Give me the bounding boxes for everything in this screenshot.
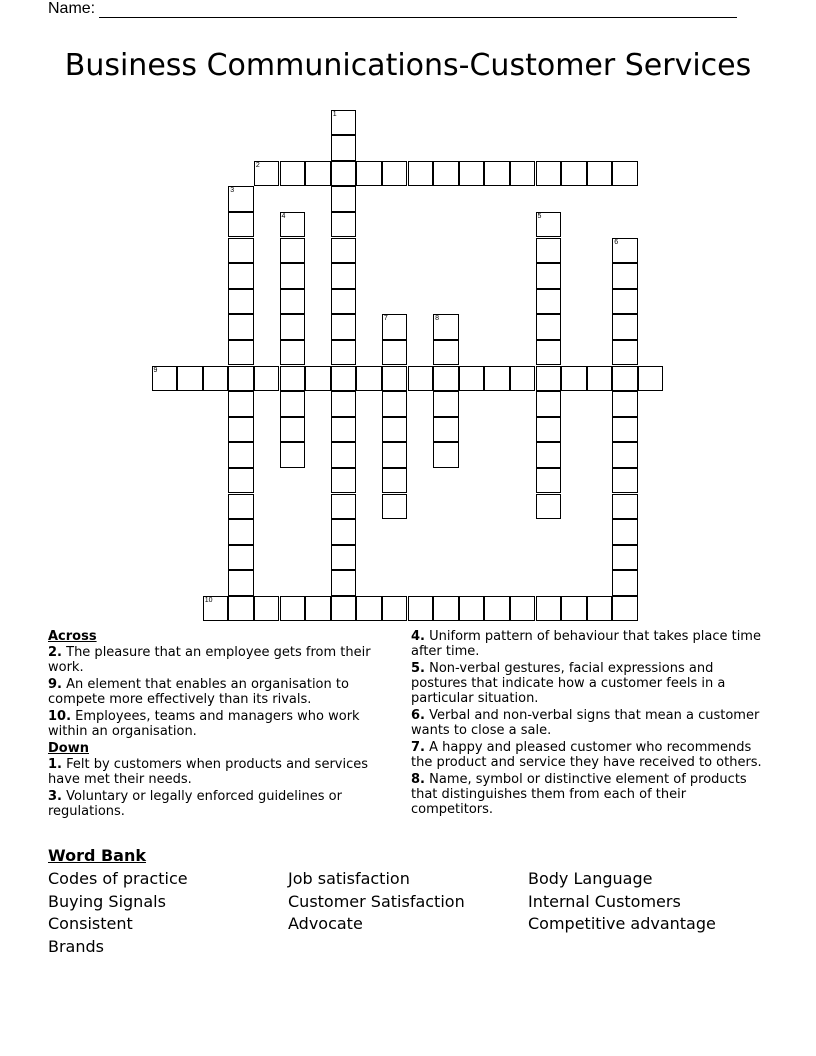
crossword-cell[interactable] [382, 391, 408, 417]
crossword-cell[interactable] [536, 494, 562, 520]
crossword-cell[interactable] [331, 570, 357, 596]
crossword-cell[interactable] [587, 161, 613, 187]
word-bank-item: Codes of practice [48, 869, 188, 888]
crossword-cell[interactable] [331, 161, 357, 187]
crossword-cell[interactable] [280, 289, 306, 315]
crossword-cell[interactable] [459, 366, 485, 392]
crossword-cell[interactable] [382, 494, 408, 520]
name-label: Name: [48, 0, 96, 17]
crossword-cell[interactable] [228, 570, 254, 596]
clue-down-3: 3. Voluntary or legally enforced guidelines or regulations. [48, 789, 342, 819]
clue-down-7: 7. A happy and pleased customer who recommends the product and service they have received to others. [411, 740, 762, 770]
crossword-cell[interactable] [536, 263, 562, 289]
crossword-cell[interactable] [536, 314, 562, 340]
crossword-cell[interactable] [612, 519, 638, 545]
cell-number: 2 [255, 161, 260, 169]
cell-number: 3 [230, 187, 235, 195]
crossword-cell[interactable] [331, 212, 357, 238]
crossword-cell[interactable] [536, 442, 562, 468]
word-bank-item: Consistent [48, 914, 133, 933]
word-bank-list [48, 868, 768, 958]
crossword-cell[interactable] [536, 212, 562, 238]
crossword-cell[interactable] [536, 161, 562, 187]
crossword-cell[interactable] [536, 596, 562, 622]
crossword-cell[interactable] [408, 366, 434, 392]
crossword-cell[interactable] [561, 161, 587, 187]
crossword-cell[interactable] [612, 468, 638, 494]
cell-number: 4 [281, 212, 286, 220]
crossword-cell[interactable] [510, 596, 536, 622]
crossword-cell[interactable] [228, 289, 254, 315]
crossword-cell[interactable] [280, 263, 306, 289]
across-heading: Across [48, 629, 97, 644]
crossword-cell[interactable] [536, 366, 562, 392]
crossword-cell[interactable] [331, 289, 357, 315]
word-bank-item: Job satisfaction [288, 869, 410, 888]
crossword-cell[interactable] [561, 366, 587, 392]
word-bank-title: Word Bank [48, 846, 147, 865]
crossword-cell[interactable] [331, 366, 357, 392]
crossword-cell[interactable] [612, 570, 638, 596]
crossword-cell[interactable] [433, 340, 459, 366]
crossword-cell[interactable] [536, 238, 562, 264]
name-field[interactable] [48, 0, 737, 20]
cell-number: 5 [537, 212, 542, 220]
crossword-cell[interactable] [331, 545, 357, 571]
crossword-cell[interactable] [331, 186, 357, 212]
crossword-cell[interactable] [382, 161, 408, 187]
cell-number: 8 [435, 315, 439, 323]
crossword-cell[interactable] [612, 314, 638, 340]
word-bank-item: Internal Customers [528, 891, 681, 911]
crossword-cell[interactable] [536, 391, 562, 417]
clues-column-right [411, 629, 771, 819]
clues-column-left [48, 629, 388, 821]
crossword-cell[interactable] [203, 596, 229, 622]
crossword-cell[interactable] [280, 314, 306, 340]
crossword-cell[interactable] [612, 545, 638, 571]
crossword-cell[interactable] [331, 263, 357, 289]
crossword-cell[interactable] [612, 263, 638, 289]
crossword-cell[interactable] [382, 596, 408, 622]
cell-number: 1 [332, 110, 337, 118]
crossword-cell[interactable] [612, 596, 638, 622]
crossword-cell[interactable] [228, 442, 254, 468]
crossword-cell[interactable] [612, 289, 638, 315]
crossword-cell[interactable] [433, 596, 459, 622]
crossword-cell[interactable] [433, 314, 459, 340]
crossword-cell[interactable] [331, 135, 357, 161]
crossword-cell[interactable] [331, 238, 357, 264]
word-bank-item: Brands [48, 936, 104, 956]
word-bank-item: Advocate [288, 914, 363, 933]
crossword-cell[interactable] [280, 417, 306, 443]
crossword-cell[interactable] [459, 596, 485, 622]
crossword-cell[interactable] [228, 545, 254, 571]
crossword-cell[interactable] [228, 263, 254, 289]
crossword-cell[interactable] [228, 596, 254, 622]
crossword-cell[interactable] [331, 519, 357, 545]
crossword-cell[interactable] [612, 161, 638, 187]
crossword-cell[interactable] [331, 494, 357, 520]
down-heading: Down [48, 741, 89, 756]
crossword-cell[interactable] [331, 596, 357, 622]
crossword-cell[interactable] [280, 340, 306, 366]
crossword-cell[interactable] [382, 442, 408, 468]
crossword-cell[interactable] [459, 161, 485, 187]
crossword-cell[interactable] [280, 596, 306, 622]
cell-number: 10 [204, 596, 213, 604]
crossword-cell[interactable] [408, 596, 434, 622]
crossword-cell[interactable] [612, 366, 638, 392]
crossword-cell[interactable] [228, 417, 254, 443]
crossword-cell[interactable] [587, 596, 613, 622]
crossword-cell[interactable] [228, 391, 254, 417]
crossword-cell[interactable] [228, 519, 254, 545]
crossword-cell[interactable] [228, 340, 254, 366]
crossword-cell[interactable] [612, 494, 638, 520]
clue-across-2: 2. The pleasure that an employee gets from their work. [48, 645, 371, 675]
crossword-cell[interactable] [228, 238, 254, 264]
crossword-cell[interactable] [561, 596, 587, 622]
crossword-cell[interactable] [536, 289, 562, 315]
crossword-cell[interactable] [510, 161, 536, 187]
crossword-cell[interactable] [484, 161, 510, 187]
crossword-cell[interactable] [331, 314, 357, 340]
crossword-cell[interactable] [228, 186, 254, 212]
crossword-cell[interactable] [612, 340, 638, 366]
word-bank-item: Buying Signals [48, 891, 166, 911]
crossword-cell[interactable] [280, 212, 306, 238]
cell-number: 9 [153, 366, 158, 374]
crossword-cell[interactable] [305, 161, 331, 187]
crossword-cell[interactable] [254, 161, 280, 187]
crossword-cell[interactable] [382, 314, 408, 340]
crossword-cell[interactable] [331, 468, 357, 494]
clue-down-8: 8. Name, symbol or distinctive element of products that distinguishes them from each of their competitors. [411, 772, 747, 817]
clue-across-9: 9. An element that enables an organisation to compete more effectively than its rivals. [48, 677, 349, 707]
crossword-cell[interactable] [203, 366, 229, 392]
word-bank-item: Body Language [528, 869, 653, 888]
clue-down-5: 5. Non-verbal gestures, facial expressions and postures that indicate how a customer feels in a particular situation. [411, 661, 726, 706]
crossword-cell[interactable] [228, 468, 254, 494]
crossword-cell[interactable] [280, 161, 306, 187]
crossword-cell[interactable] [280, 391, 306, 417]
crossword-cell[interactable] [510, 366, 536, 392]
crossword-cell[interactable] [408, 161, 434, 187]
crossword-cell[interactable] [228, 212, 254, 238]
crossword-cell[interactable] [612, 442, 638, 468]
crossword-cell[interactable] [177, 366, 203, 392]
crossword-cell[interactable] [638, 366, 664, 392]
crossword-cell[interactable] [356, 596, 382, 622]
crossword-cell[interactable] [536, 340, 562, 366]
crossword-cell[interactable] [331, 110, 357, 136]
crossword-cell[interactable] [382, 340, 408, 366]
crossword-cell[interactable] [433, 161, 459, 187]
cell-number: 7 [383, 315, 388, 323]
crossword-cell[interactable] [382, 366, 408, 392]
crossword-cell[interactable] [331, 417, 357, 443]
crossword-cell[interactable] [536, 468, 562, 494]
clue-down-1: 1. Felt by customers when products and services have met their needs. [48, 757, 369, 787]
clue-down-6: 6. Verbal and non-verbal signs that mean a customer wants to close a sale. [411, 708, 760, 738]
crossword-cell[interactable] [356, 161, 382, 187]
crossword-cell[interactable] [433, 442, 459, 468]
crossword-cell[interactable] [484, 596, 510, 622]
crossword-cell[interactable] [331, 391, 357, 417]
crossword-cell[interactable] [254, 596, 280, 622]
clue-down-4: 4. Uniform pattern of behaviour that takes place time after time. [411, 629, 761, 659]
crossword-cell[interactable] [433, 366, 459, 392]
crossword-cell[interactable] [433, 417, 459, 443]
word-bank [48, 846, 768, 958]
crossword-cell[interactable] [382, 417, 408, 443]
crossword-cell[interactable] [280, 366, 306, 392]
word-bank-item: Competitive advantage [528, 914, 716, 933]
crossword-cell[interactable] [612, 417, 638, 443]
crossword-cell[interactable] [331, 340, 357, 366]
crossword-cell[interactable] [382, 468, 408, 494]
crossword-cell[interactable] [331, 442, 357, 468]
crossword-cell[interactable] [536, 417, 562, 443]
crossword-cell[interactable] [612, 391, 638, 417]
crossword-cell[interactable] [152, 366, 178, 392]
crossword-cell[interactable] [305, 366, 331, 392]
crossword-cell[interactable] [280, 442, 306, 468]
crossword-cell[interactable] [228, 366, 254, 392]
crossword-cell[interactable] [612, 238, 638, 264]
crossword-cell[interactable] [587, 366, 613, 392]
crossword-cell[interactable] [484, 366, 510, 392]
crossword-cell[interactable] [228, 314, 254, 340]
page-title: Business Communications-Customer Services [64, 48, 752, 83]
clue-across-10: 10. Employees, teams and managers who work within an organisation. [48, 709, 360, 739]
cell-number: 6 [614, 238, 619, 246]
crossword-cell[interactable] [356, 366, 382, 392]
crossword-cell[interactable] [228, 494, 254, 520]
crossword-cell[interactable] [280, 238, 306, 264]
crossword-cell[interactable] [254, 366, 280, 392]
crossword-cell[interactable] [305, 596, 331, 622]
crossword-cell[interactable] [433, 391, 459, 417]
word-bank-item: Customer Satisfaction [288, 891, 465, 911]
name-underline[interactable] [99, 2, 737, 18]
